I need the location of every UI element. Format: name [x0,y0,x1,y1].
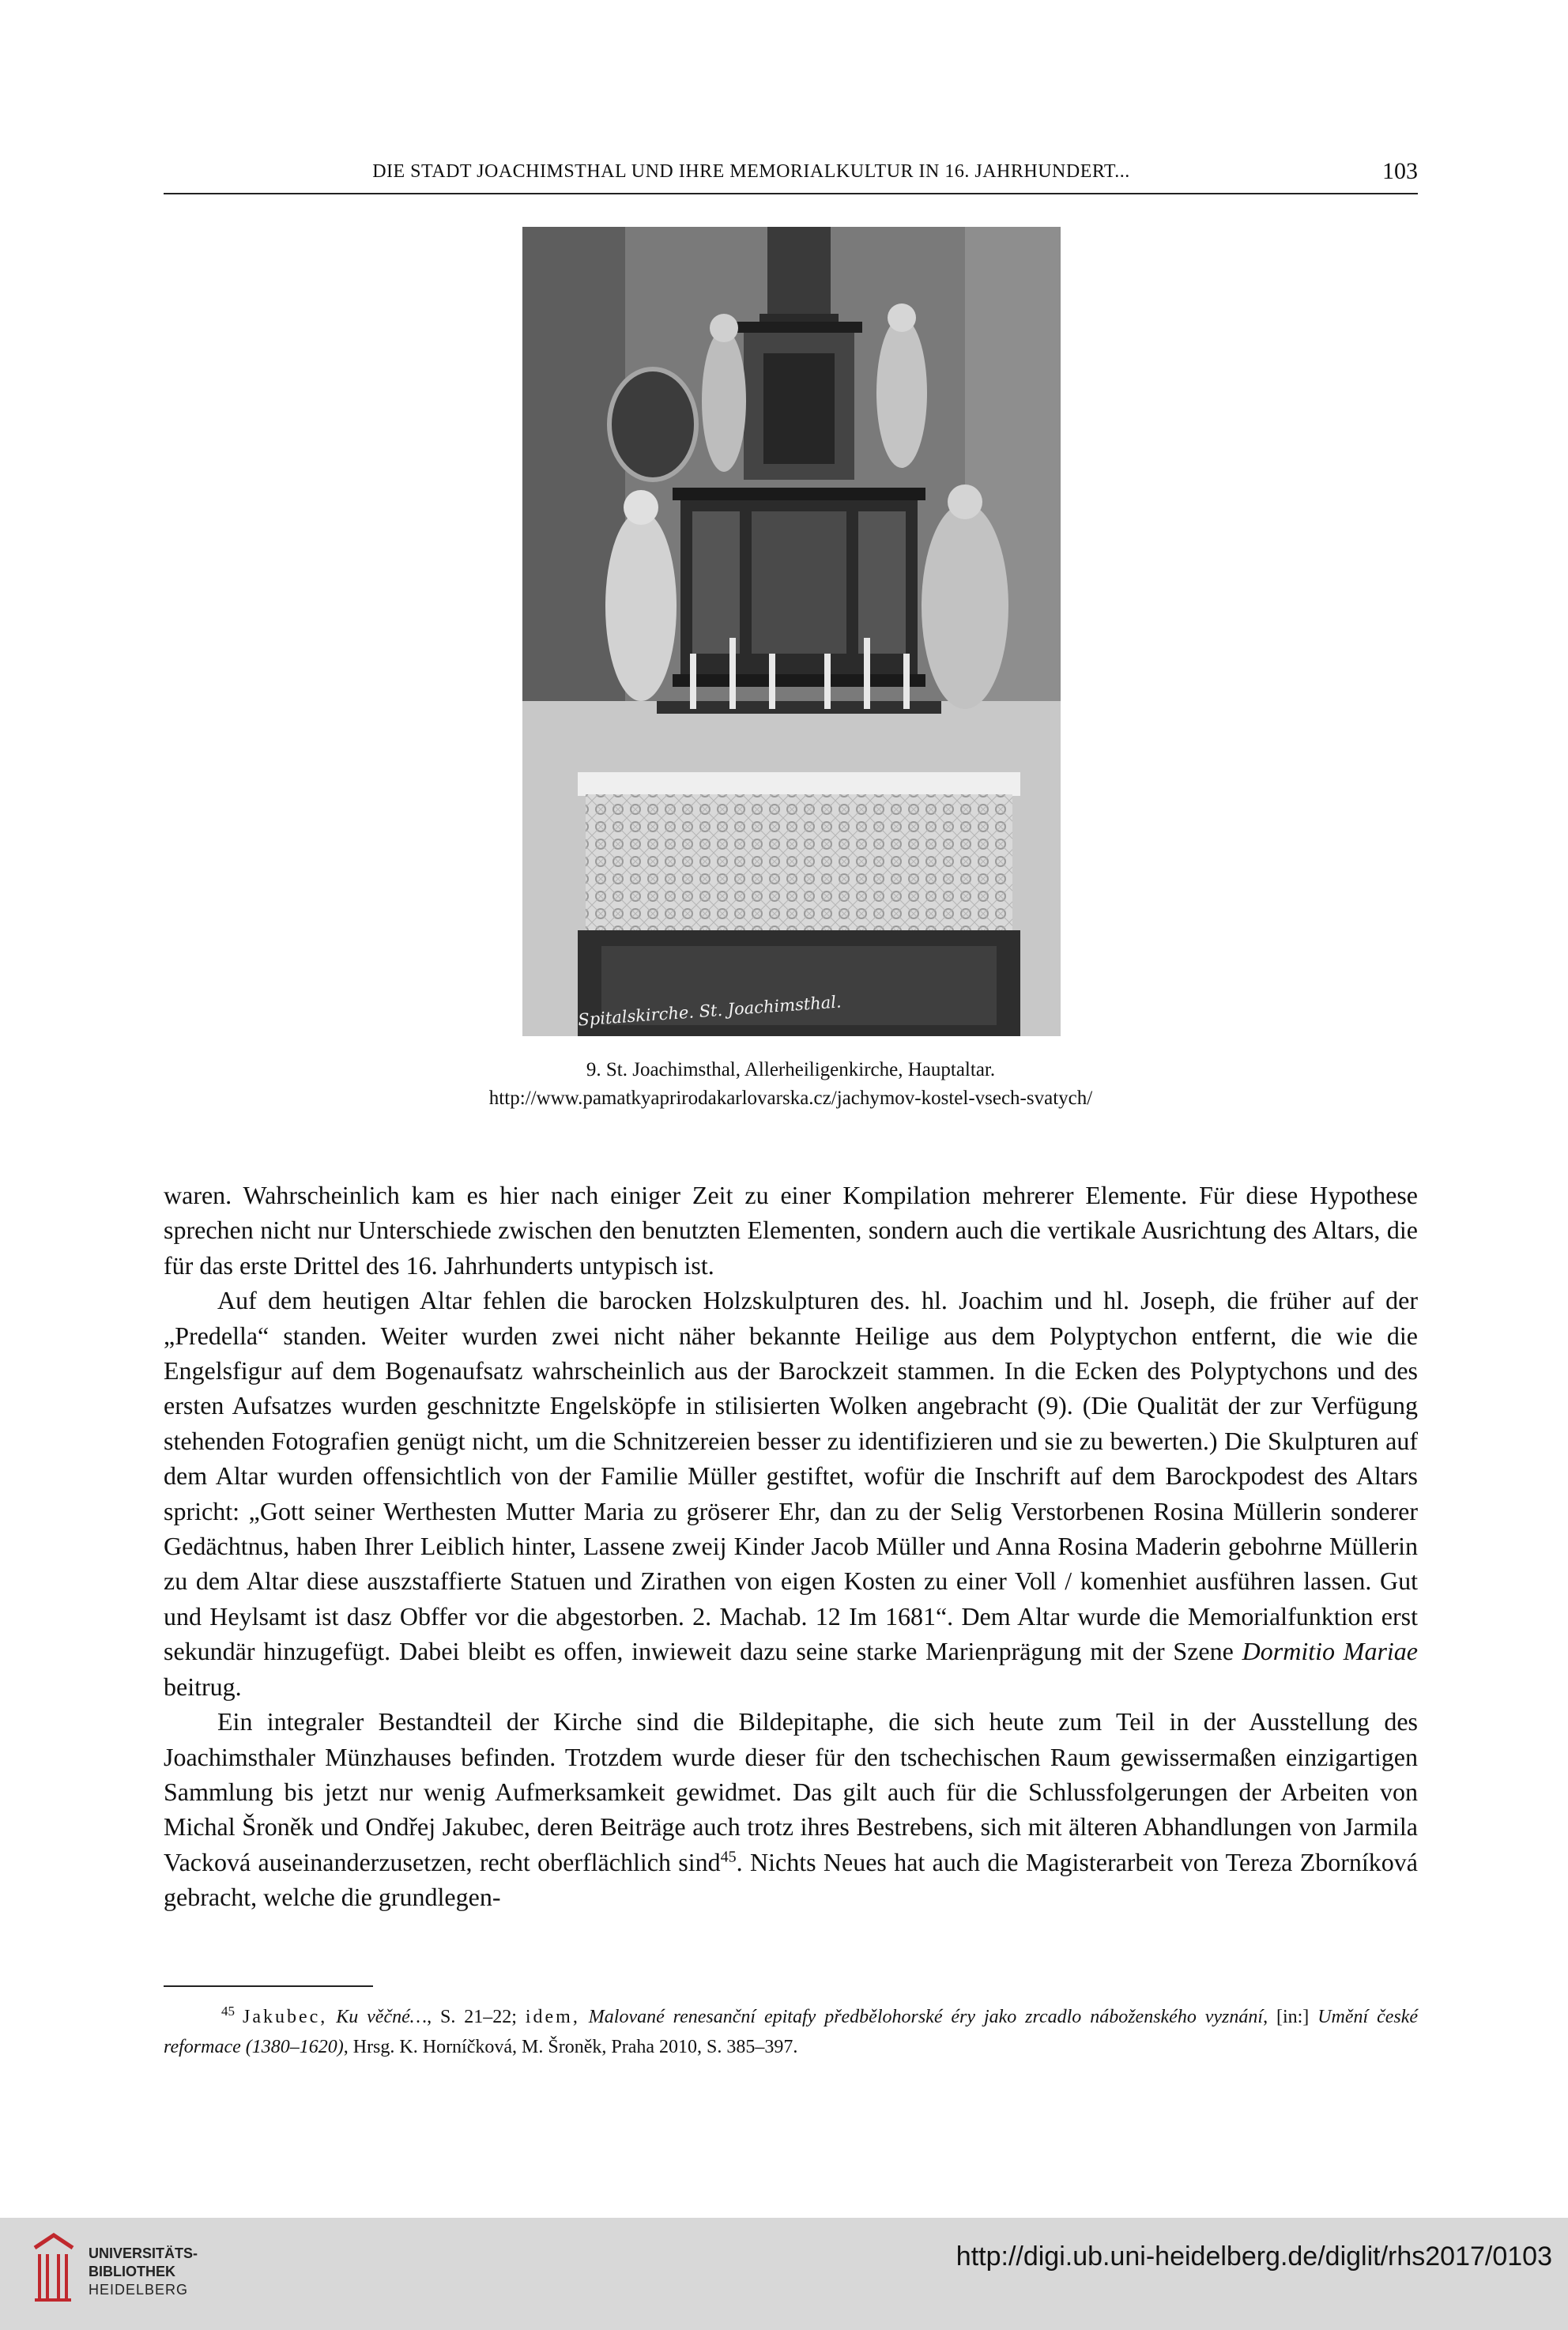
footer-bar [0,2218,1568,2330]
footnote-text-1: , S. 21–22; [427,2007,517,2027]
footnote-45 [164,2002,1418,2062]
footnote-text-3: , Hrsg. K. Horníčková, M. Šroněk, Praha 2010, S. 385–397. [343,2037,798,2057]
photo-inscription: Spitalskirche. St. Joachimsthal. [577,992,842,1030]
footnote-title-1: Ku věčné… [336,2007,428,2027]
logo-line-1: UNIVERSITÄTS- [89,2245,198,2261]
paragraph-3 [164,1704,1418,1914]
running-title: DIE STADT JOACHIMSTHAL UND IHRE MEMORIALKULTUR IN 16. JAHRHUNDERT... [372,161,1130,182]
logo-line-3: HEIDELBERG [89,2282,189,2298]
altar-photograph [522,227,1061,1036]
figure-source-url: http://www.pamatkyaprirodakarlovarska.cz/jachymov-kostel-vsech-svatych/ [488,1088,1093,1109]
footnote-author: Jakubec, [243,2007,328,2027]
paragraph-3-text-a: Ein integraler Bestandteil der Kirche sind die Bildepitaphe, die sich heute zum Teil in der Ausstellung des Joachimsthaler Münzhauses befinden. Trotzdem wurde dieser für den tschechischen Raum gewissermaßen einzigartigen Sammlung bis jetzt nur wenig Aufmerksamkeit gewidmet. Das gilt auch für die Schlussfolgerungen der Arbeiten von Michal Šroněk und Ondřej Jakubec, deren Beiträge auch trotz ihres Bestrebens, sich mit älteren Abhandlungen von Jarmila Vacková auseinanderzusetzen, recht oberflächlich sind [164,1707,1418,1876]
footnote-reference: 45 [720,1848,737,1866]
body-text [164,1178,1418,1915]
footnote-title-3: Umění české reformace (1380–1620) [164,2007,1419,2057]
paragraph-2-term: Dormitio Mariae [1242,1637,1419,1666]
footnote-idem: idem, [525,2007,580,2027]
footnote-rule [164,1985,373,1987]
library-logo-text [89,2245,198,2299]
footnote-number: 45 [221,2004,235,2019]
altar-drawing [522,227,1061,1036]
paragraph-2-text-a: Auf dem heutigen Altar fehlen die barocken Holzskulpturen des. hl. Joachim und hl. Joseph, die früher auf der „Predella“ standen. Weiter wurden zwei nicht näher bekannte Heilige aus dem Polyptychon entfernt, die wie die Engelsfigur auf dem Bogenaufsatz wahrscheinlich aus der Barockzeit stammen. In die Ecken des Polyptychons und des ersten Aufsatzes wurden geschnitzte Engelsköpfe in stilisierten Wolken angebracht (9). (Die Qualität der zur Verfügung stehenden Fotografien genügt nicht, um die Schnitzereien besser zu identifizieren und sie zu bewerten.) Die Skulpturen auf dem Altar wurden offensichtlich von der Familie Müller gestiftet, wofür die Inschrift auf dem Barockpodest des Altars spricht: „Gott seiner Werthesten Mutter Maria zu gröserer Ehr, dan zu der Selig Verstorbenen Rosina Müllerin sonderer Gedächtnus, haben Ihrer Leiblich hinter, Lassene zweij Kinder Jacob Müller und Anna Rosina Maderin gebohrne Müllerin zu dem Altar diese auszstaffierte Statuen und Zirathen von eigen Kosten zu einer Voll / komenhiet ausführen lassen. Gut und Heylsamt ist dasz Obffer vor die abgestorben. 2. Machab. 12 Im 1681“. Dem Altar wurde die Memorialfunktion erst sekundär hinzugefügt. Dabei bleibt es offen, inwieweit dazu seine starke Marienprägung mit der Szene [164,1286,1418,1666]
paragraph-2-text-b: beitrug. [164,1672,242,1701]
paragraph-1: waren. Wahrscheinlich kam es hier nach einiger Zeit zu einer Kompilation mehrerer Elemente. Für diese Hypothese sprechen nicht nur Unterschiede zwischen den benutzten Elementen, sondern auch die vertikale Ausrichtung des Altars, die für das erste Drittel des 16. Jahrhunderts untypisch ist. [164,1181,1418,1280]
logo-line-2: BIBLIOTHEK [89,2264,175,2279]
paragraph-3-text-b: . Nichts Neues hat auch die Magisterarbeit von Tereza Zborníková gebracht, welche die grundlegen- [164,1847,1419,1912]
footnote-title-2: Malované renesanční epitafy předbělohorské éry jako zrcadlo náboženského vyznání [588,2007,1264,2027]
page-header [164,155,1418,194]
paragraph-2 [164,1283,1418,1704]
library-logo-icon [30,2232,76,2303]
digitization-url-link[interactable]: http://digi.ub.uni-heidelberg.de/diglit/rhs2017/0103 [956,2241,1552,2272]
page-number: 103 [1382,158,1418,184]
figure-caption: 9. St. Joachimsthal, Allerheiligenkirche, Hauptaltar. [586,1059,996,1080]
footnote-text-2: , [in:] [1263,2007,1310,2027]
